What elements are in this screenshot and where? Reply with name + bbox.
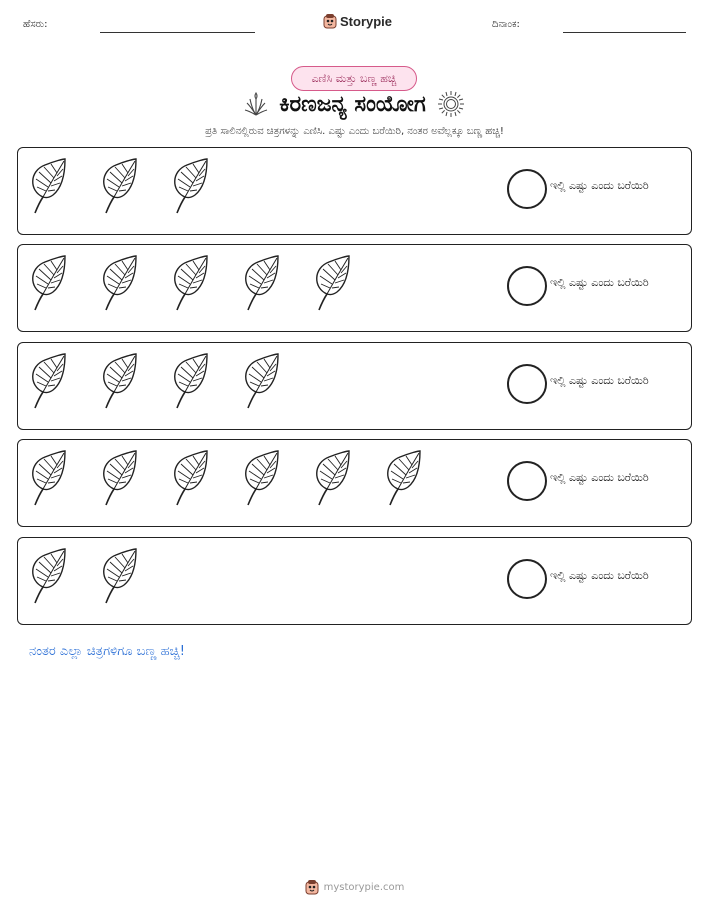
answer-circle[interactable] (507, 169, 547, 209)
leaf-icon (27, 254, 67, 314)
leaf-group (27, 449, 422, 509)
count-row-5 (17, 537, 692, 625)
answer-label: ಇಲ್ಲಿ ಎಷ್ಟು ಎಂದು ಬರೆಯಿರಿ (550, 569, 649, 582)
name-label: ಹೆಸರು: (23, 19, 48, 30)
answer-circle[interactable] (507, 266, 547, 306)
leaf-icon (240, 449, 280, 509)
answer-label: ಇಲ್ಲಿ ಎಷ್ಟು ಎಂದು ಬರೆಯಿರಿ (550, 276, 649, 289)
leaf-icon (169, 449, 209, 509)
leaf-icon (98, 352, 138, 412)
count-row-4 (17, 439, 692, 527)
answer-circle[interactable] (507, 559, 547, 599)
brand-name: Storypie (340, 13, 393, 29)
title-row (0, 89, 709, 119)
leaf-icon (240, 352, 280, 412)
leaf-icon (169, 254, 209, 314)
count-row-2 (17, 244, 692, 332)
leaf-icon (27, 449, 67, 509)
leaf-icon (27, 547, 67, 607)
leaf-group (27, 352, 280, 412)
footer-note: ನಂತರ ಎಲ್ಲಾ ಚಿತ್ರಗಳಿಗೂ ಬಣ್ಣ ಹಚ್ಚಿ! (29, 644, 185, 659)
leaf-icon (98, 157, 138, 217)
leaf-group (27, 157, 209, 217)
leaf-icon (27, 157, 67, 217)
count-row-1 (17, 147, 692, 235)
name-field[interactable] (100, 32, 255, 33)
leaf-icon (311, 449, 351, 509)
leaf-group (27, 547, 138, 607)
date-field[interactable] (563, 32, 686, 33)
leaf-icon (382, 449, 422, 509)
answer-circle[interactable] (507, 461, 547, 501)
answer-label: ಇಲ್ಲಿ ಎಷ್ಟು ಎಂದು ಬರೆಯಿರಿ (550, 471, 649, 484)
answer-label: ಇಲ್ಲಿ ಎಷ್ಟು ಎಂದು ಬರೆಯಿರಿ (550, 179, 649, 192)
date-label: ದಿನಾಂಕ: (492, 19, 520, 30)
instructions: ಪ್ರತಿ ಸಾಲಿನಲ್ಲಿರುವ ಚಿತ್ರಗಳನ್ನು ಎಣಿಸಿ. ಎಷ್ಟು ಎಂದು ಬರೆಯಿರಿ, ನಂತರ ಅವೆಲ್ಲಕ್ಕೂ ಬಣ್ಣ ಹಚ್ಚಿ! (205, 126, 504, 137)
leaf-icon (240, 254, 280, 314)
leaf-icon (27, 352, 67, 412)
leaf-icon (98, 254, 138, 314)
leaf-icon (311, 254, 351, 314)
site-footer (0, 879, 709, 895)
answer-circle[interactable] (507, 364, 547, 404)
leaf-group (27, 254, 351, 314)
activity-badge: ಎಣಿಸಿ ಮತ್ತು ಬಣ್ಣ ಹಚ್ಚಿ (291, 66, 417, 91)
storypie-logo-icon (305, 879, 319, 895)
brand (323, 13, 392, 29)
answer-label: ಇಲ್ಲಿ ಎಷ್ಟು ಎಂದು ಬರೆಯಿರಿ (550, 374, 649, 387)
leaf-icon (98, 449, 138, 509)
leaf-icon (98, 547, 138, 607)
page-title: ಕಿರಣಜನ್ಯ ಸಂಯೋಗ (279, 91, 426, 117)
leaf-icon (169, 352, 209, 412)
sun-icon (436, 89, 466, 119)
leaf-icon (169, 157, 209, 217)
site-url: mystorypie.com (323, 881, 405, 893)
storypie-logo-icon (323, 13, 337, 29)
plant-icon (243, 91, 269, 117)
count-row-3 (17, 342, 692, 430)
